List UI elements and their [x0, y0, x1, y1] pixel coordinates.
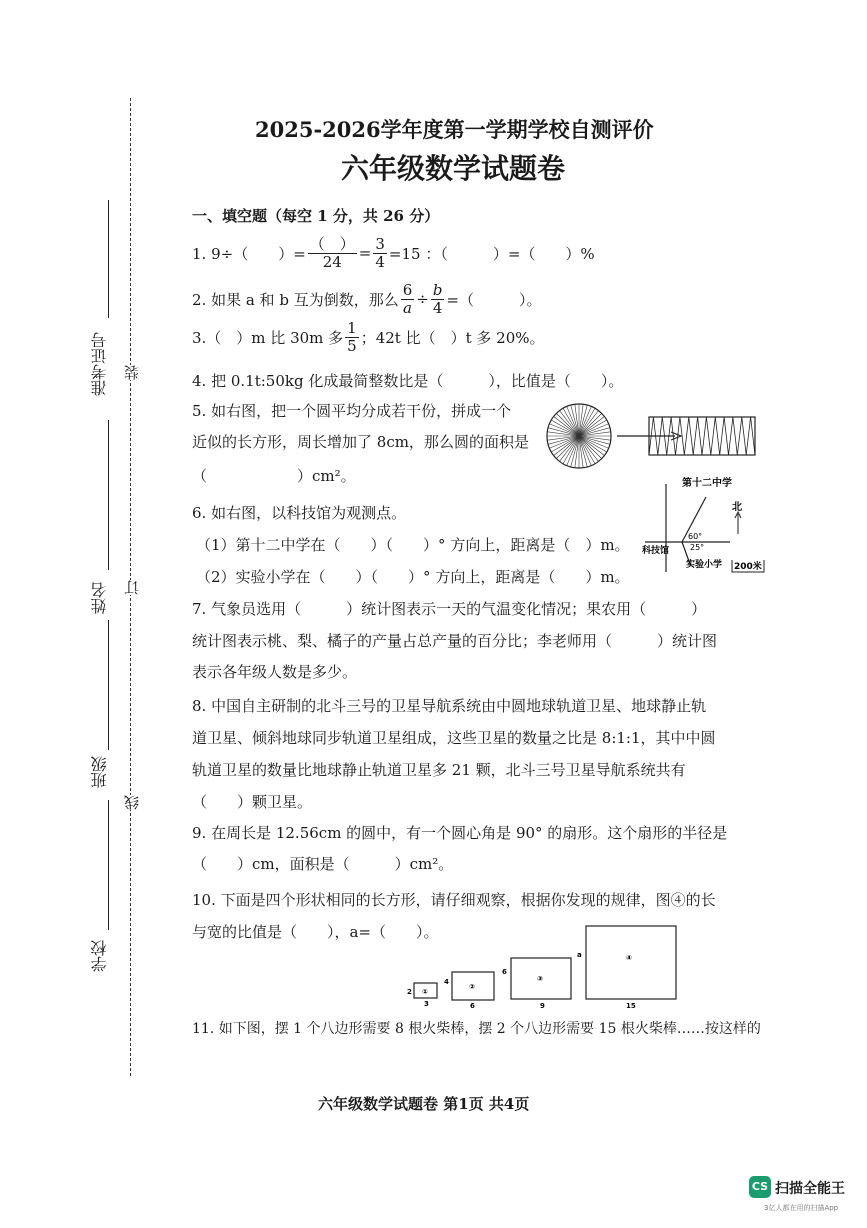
- q1-fraction-2: [373, 236, 387, 270]
- name-underline: [108, 420, 109, 570]
- seal-char-line: 线: [123, 795, 141, 810]
- question-5-line-1: 5. 如右图，把一个圆平均分成若干份，拼成一个: [192, 402, 512, 420]
- school-underline: [108, 800, 109, 930]
- rectangle-4-height: a: [577, 951, 582, 959]
- fig-label-experimental-school: 实验小学: [686, 560, 723, 570]
- fig-label-school-12: 第十二中学: [682, 478, 732, 489]
- question-9-line-2: （ ）cm，面积是（ ）cm²。: [192, 855, 454, 873]
- fig-label-north: 北: [732, 502, 742, 513]
- page-footer: 六年级数学试题卷 第1页 共4页: [318, 1095, 530, 1113]
- rectangle-2-height: 4: [444, 978, 449, 986]
- question-8-line-4: （ ）颗卫星。: [192, 793, 313, 811]
- circle-sector-line: [571, 436, 579, 467]
- circle-sector-line: [579, 405, 587, 436]
- q3-frac-numerator: 1: [347, 319, 357, 337]
- question-3: [192, 320, 545, 354]
- divided-circle: [547, 404, 611, 468]
- q1-part-a: 1. 9÷（ ）=: [192, 244, 306, 263]
- q3-frac-denominator: 5: [347, 336, 357, 355]
- question-11: 11. 如下图，摆 1 个八边形需要 8 根火柴棒，摆 2 个八边形需要 15 根火柴棒……按这样的: [192, 1021, 761, 1037]
- fig-angle-60: 60°: [688, 532, 703, 541]
- rectangle-1-mark: ①: [422, 988, 428, 996]
- exam-title-line2: 六年级数学试题卷: [341, 152, 566, 185]
- circle-to-rectangle-figure: [545, 400, 865, 480]
- circle-sector-line: [579, 428, 610, 436]
- rectangles-pattern-figure: [400, 920, 700, 1015]
- rectangle-4: [586, 926, 676, 999]
- q2-frac1-denominator: a: [403, 298, 412, 317]
- fig-angle-25: 25°: [690, 543, 705, 552]
- zigzag-sectors: [649, 417, 755, 455]
- question-1: 1. 9÷（ ）= $\frac{( )}{24}$ = $\frac{3}{4}$ =15 ：（ ）=（ ）%: [192, 235, 595, 271]
- rectangle-3-height: 6: [502, 968, 507, 976]
- question-10-line-1: 10. 下面是四个形状相同的长方形，请仔细观察，根据你发现的规律，图④的长: [192, 891, 716, 909]
- q2-frac2-numerator: b: [432, 281, 443, 299]
- question-2: [192, 282, 542, 316]
- circle-sector-line: [548, 428, 579, 436]
- circle-sector-line: [571, 405, 579, 436]
- question-6-line-1: 6. 如右图，以科技馆为观测点。: [192, 504, 407, 522]
- q1-frac2-numerator: 3: [375, 235, 385, 253]
- question-10-line-2: 与宽的比值是（ ），a=（ ）。: [192, 923, 439, 941]
- seal-char-bind: 装: [123, 365, 141, 380]
- question-6-part-2: （2）实验小学在（ ）（ ）° 方向上，距离是（ ）m。: [196, 568, 630, 586]
- fig-scale-label: 200米: [734, 562, 762, 572]
- scanner-logo-icon: CS: [749, 1176, 771, 1198]
- compass-direction-figure: [640, 472, 770, 582]
- class-underline: [108, 620, 109, 750]
- section-heading: 一、填空题（每空 1 分，共 26 分）: [192, 207, 440, 225]
- rectangle-2-width: 6: [470, 1002, 475, 1010]
- admission-number-label: 准考证号: [90, 332, 109, 396]
- q2-frac1-numerator: 6: [402, 281, 413, 299]
- q2-frac2-denominator: 4: [432, 298, 443, 317]
- q3-part-b: ；42t 比（ ）t 多 20%。: [360, 328, 545, 347]
- q2-fraction-1: [401, 282, 415, 316]
- q2-part-a: 2. 如果 a 和 b 互为倒数，那么: [192, 290, 399, 309]
- school-label: 学校: [90, 940, 109, 972]
- q2-operator: ÷: [416, 290, 429, 308]
- q3-fraction: [345, 320, 359, 354]
- question-7-line-3: 表示各年级人数是多少。: [192, 663, 358, 681]
- q2-fraction-2: [431, 282, 445, 316]
- question-5-line-2: 近似的长方形，周长增加了 8cm，那么圆的面积是: [192, 433, 529, 451]
- rectangle-3-mark: ③: [537, 975, 543, 983]
- admission-number-underline: [108, 200, 109, 318]
- approx-rectangle: [649, 417, 755, 455]
- question-7-line-1: 7. 气象员选用（ ）统计图表示一天的气温变化情况；果农用（ ）: [192, 600, 707, 618]
- question-4: 4. 把 0.1t:50kg 化成最简整数比是（ ），比值是（ ）。: [192, 372, 624, 390]
- circle-sector-line: [579, 436, 587, 467]
- scanner-tagline: 3亿人都在用的扫描App: [764, 1204, 839, 1212]
- rectangle-1-width: 3: [424, 1000, 429, 1008]
- question-8-line-3: 轨道卫星的数量比地球静止轨道卫星多 21 颗，北斗三号卫星导航系统共有: [192, 761, 686, 779]
- fig-label-center: 科技馆: [642, 546, 670, 556]
- circle-sector-line: [579, 436, 610, 444]
- q1-part-b: =15 ：（ ）=（ ）%: [388, 244, 595, 263]
- question-6-part-1: （1）第十二中学在（ ）（ ）° 方向上，距离是（ ）m。: [196, 536, 630, 554]
- class-label: 班级: [90, 756, 109, 788]
- scanner-app-name: 扫描全能王: [775, 1181, 845, 1197]
- question-5-line-3: （ ）cm²。: [192, 467, 356, 485]
- q1-frac2-denominator: 4: [375, 252, 385, 271]
- q1-frac1-numerator: （ ）: [309, 235, 355, 253]
- q3-part-a: 3.（ ）m 比 30m 多: [192, 328, 344, 347]
- question-9-line-1: 9. 在周长是 12.56cm 的圆中，有一个圆心角是 90° 的扇形。这个扇形的半径是: [192, 824, 728, 842]
- rectangle-1-height: 2: [407, 988, 412, 996]
- rectangle-4-width: 15: [626, 1002, 636, 1010]
- q1-fraction-1: [308, 236, 357, 270]
- seal-char-order: 订: [123, 580, 141, 595]
- q2-part-b: =（ ）。: [446, 290, 542, 309]
- rectangle-2-mark: ②: [469, 983, 475, 991]
- exam-title-line1: 2025-2026学年度第一学期学校自测评价: [255, 117, 654, 142]
- question-7-line-2: 统计图表示桃、梨、橘子的产量占总产量的百分比；李老师用（ ）统计图: [192, 632, 718, 650]
- circle-sector-line: [548, 436, 579, 444]
- rectangle-4-mark: ④: [626, 954, 632, 962]
- question-8-line-2: 道卫星、倾斜地球同步轨道卫星组成，这些卫星的数量之比是 8:1:1，其中中圆: [192, 729, 716, 747]
- q1-frac1-denominator: 24: [322, 252, 342, 271]
- rectangle-3-width: 9: [540, 1002, 545, 1010]
- name-label: 姓名: [90, 582, 109, 614]
- question-8-line-1: 8. 中国自主研制的北斗三号的卫星导航系统由中圆地球轨道卫星、地球静止轨: [192, 697, 707, 715]
